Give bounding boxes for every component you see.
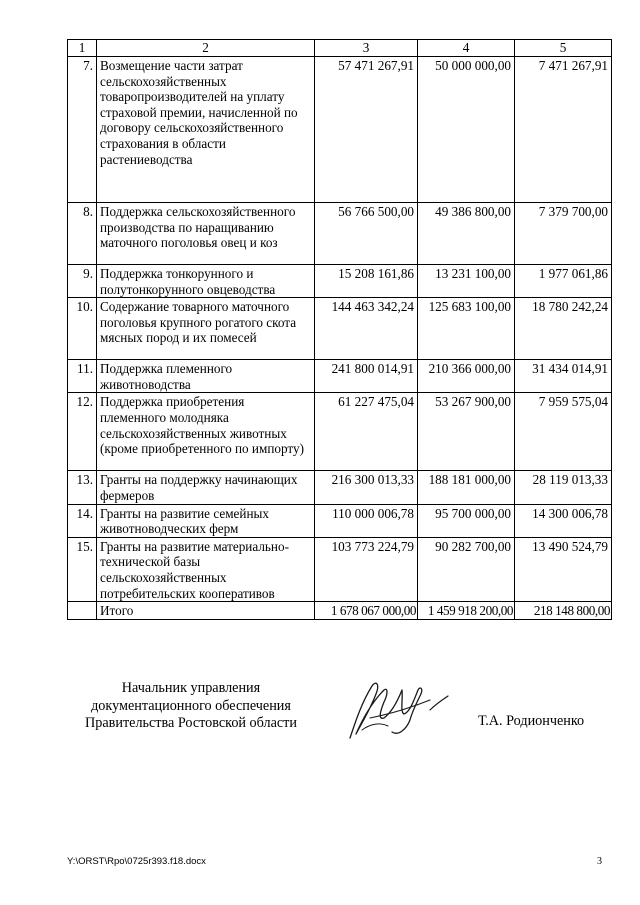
header-cell-5: 5 (515, 40, 612, 57)
row-description: Поддержка племенного животноводства (97, 360, 315, 393)
row-value-col4: 95 700 000,00 (418, 504, 515, 537)
handwritten-signature (340, 660, 455, 750)
total-label: Итого (97, 602, 315, 620)
table-row (68, 298, 612, 360)
budget-table (67, 39, 612, 620)
table-row (68, 393, 612, 471)
signatory-line-3: Правительства Ростовской области (85, 715, 297, 732)
row-number: 9. (68, 265, 97, 298)
total-number-cell (68, 602, 97, 620)
row-value-col4: 49 386 800,00 (418, 203, 515, 265)
table-row (68, 504, 612, 537)
table-row (68, 203, 612, 265)
row-value-col5: 1 977 061,86 (515, 265, 612, 298)
row-value-col5: 7 959 575,04 (515, 393, 612, 471)
row-value-col4: 210 366 000,00 (418, 360, 515, 393)
header-cell-4: 4 (418, 40, 515, 57)
table-header-row (68, 40, 612, 57)
row-value-col3: 61 227 475,04 (315, 393, 418, 471)
row-value-col4: 90 282 700,00 (418, 537, 515, 601)
row-description: Поддержка сельскохозяйственного производства по наращиванию маточного поголовья овец и коз (97, 203, 315, 265)
row-value-col3: 110 000 006,78 (315, 504, 418, 537)
row-number: 15. (68, 537, 97, 601)
table-row (68, 471, 612, 504)
signatory-line-2: документационного обеспечения (91, 697, 291, 714)
total-col5: 218 148 800,00 (515, 602, 612, 620)
row-number: 14. (68, 504, 97, 537)
row-description: Поддержка тонкорунного и полутонкорунного овцеводства (97, 265, 315, 298)
row-value-col5: 7 471 267,91 (515, 57, 612, 203)
row-description: Гранты на поддержку начинающих фермеров (97, 471, 315, 504)
header-cell-3: 3 (315, 40, 418, 57)
row-description: Возмещение части затрат сельскохозяйственных товаропроизводителей на уплату страховой премии, начисленной по договору сельскохозяйственного страхования в области растениеводства (97, 57, 315, 203)
row-value-col4: 125 683 100,00 (418, 298, 515, 360)
row-value-col5: 28 119 013,33 (515, 471, 612, 504)
row-value-col3: 57 471 267,91 (315, 57, 418, 203)
row-value-col5: 14 300 006,78 (515, 504, 612, 537)
signatory-line-1: Начальник управления (121, 680, 261, 696)
row-value-col3: 103 773 224,79 (315, 537, 418, 601)
row-value-col3: 241 800 014,91 (315, 360, 418, 393)
row-number: 7. (68, 57, 97, 203)
row-description: Содержание товарного маточного поголовья крупного рогатого скота мясных пород и их помесей (97, 298, 315, 360)
row-value-col3: 216 300 013,33 (315, 471, 418, 504)
table-row (68, 265, 612, 298)
row-value-col5: 18 780 242,24 (515, 298, 612, 360)
row-value-col3: 56 766 500,00 (315, 203, 418, 265)
header-cell-2: 2 (97, 40, 315, 57)
header-cell-1: 1 (68, 40, 97, 57)
total-col4: 1 459 918 200,00 (418, 602, 515, 620)
row-value-col4: 13 231 100,00 (418, 265, 515, 298)
total-col3: 1 678 067 000,00 (315, 602, 418, 620)
row-value-col5: 13 490 524,79 (515, 537, 612, 601)
signatory-name: Т.А. Родионченко (478, 713, 585, 729)
footer-file-path: Y:\ORST\Rpo\0725r393.f18.docx (67, 856, 206, 867)
row-value-col5: 31 434 014,91 (515, 360, 612, 393)
row-value-col3: 144 463 342,24 (315, 298, 418, 360)
row-number: 13. (68, 471, 97, 504)
row-description: Поддержка приобретения племенного молодняка сельскохозяйственных животных (кроме приобретенного по импорту) (97, 393, 315, 471)
row-value-col3: 15 208 161,86 (315, 265, 418, 298)
row-value-col4: 188 181 000,00 (418, 471, 515, 504)
row-value-col4: 53 267 900,00 (418, 393, 515, 471)
table-row (68, 360, 612, 393)
row-number: 11. (68, 360, 97, 393)
row-number: 12. (68, 393, 97, 471)
row-description: Гранты на развитие материально-технической базы сельскохозяйственных потребительских кооперативов (97, 537, 315, 601)
row-number: 8. (68, 203, 97, 265)
table-total-row (68, 602, 612, 620)
row-value-col4: 50 000 000,00 (418, 57, 515, 203)
table-row (68, 537, 612, 601)
row-number: 10. (68, 298, 97, 360)
signatory-position (60, 680, 322, 733)
table-row (68, 57, 612, 203)
row-value-col5: 7 379 700,00 (515, 203, 612, 265)
page-number: 3 (597, 856, 602, 867)
row-description: Гранты на развитие семейных животноводческих ферм (97, 504, 315, 537)
